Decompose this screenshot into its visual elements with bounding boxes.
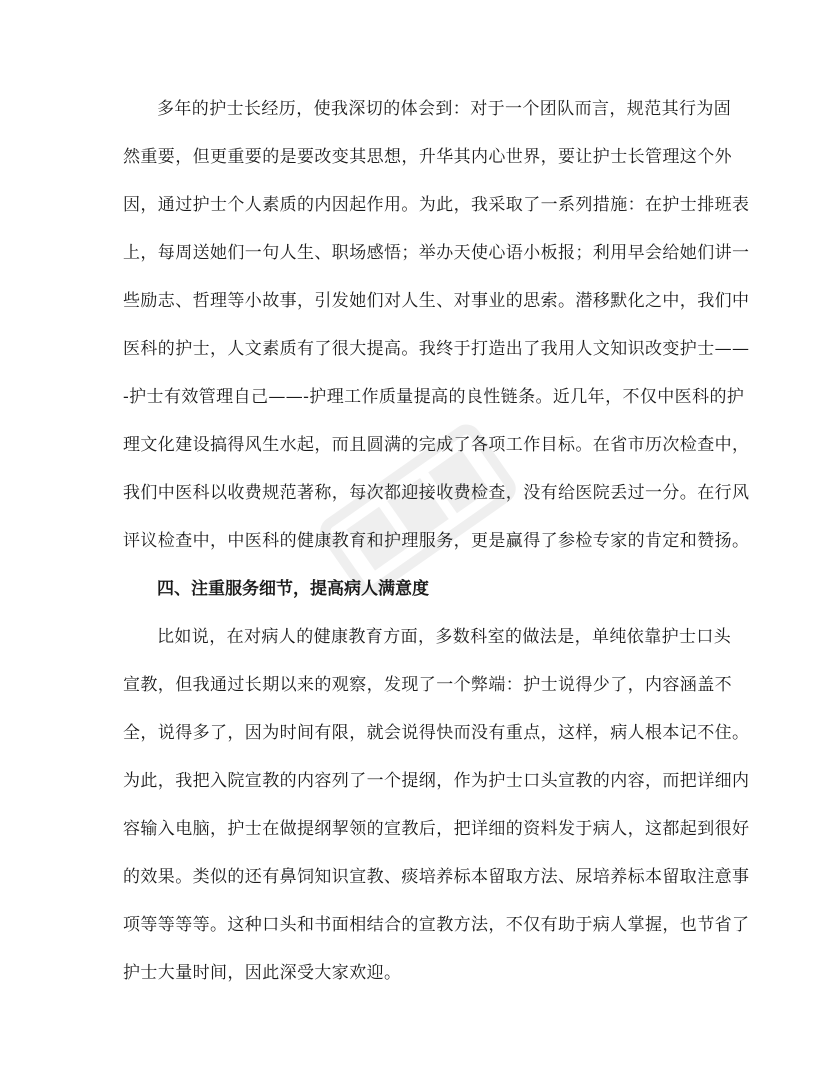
paragraph-line: 因，通过护士个人素质的内因起作用。为此，我采取了一系列措施：在护士排班表 (123, 195, 750, 215)
paragraph-line: 护士大量时间，因此深受大家欢迎。 (123, 963, 402, 983)
paragraph-line: 为此，我把入院宣教的内容列了一个提纲，作为护士口头宣教的内容，而把详细内 (123, 771, 750, 791)
section-heading: 四、注重服务细节，提高病人满意度 (157, 579, 429, 599)
watermark-seal-icon (279, 371, 558, 650)
paragraph-line: 容输入电脑，护士在做提纲挈领的宣教后，把详细的资料发于病人，这都起到很好 (123, 819, 750, 839)
paragraph-line: 宣教，但我通过长期以来的观察，发现了一个弊端：护士说得少了，内容涵盖不 (123, 675, 732, 695)
paragraph-line: 些励志、哲理等小故事，引发她们对人生、对事业的思索。潜移默化之中，我们中 (123, 291, 750, 311)
paragraph-line: 我们中医科以收费规范著称，每次都迎接收费检查，没有给医院丢过一分。在行风 (123, 483, 750, 503)
paragraph-line: 评议检查中，中医科的健康教育和护理服务，更是赢得了参检专家的肯定和赞扬。 (123, 531, 750, 551)
paragraph-line: 然重要，但更重要的是要改变其思想，升华其内心世界，要让护士长管理这个外 (123, 147, 732, 167)
paragraph-line: 比如说，在对病人的健康教育方面，多数科室的做法是，单纯依靠护士口头 (157, 627, 732, 647)
paragraph-line: 上，每周送她们一句人生、职场感悟；举办天使心语小板报；利用早会给她们讲一 (123, 243, 750, 263)
paragraph-line: 项等等等等。这种口头和书面相结合的宣教方法，不仅有助于病人掌握，也节省了 (123, 915, 750, 935)
paragraph-line: 医科的护士，人文素质有了很大提高。我终于打造出了我用人文知识改变护士—— (123, 339, 750, 359)
paragraph-line: 理文化建设搞得风生水起，而且圆满的完成了各项工作目标。在省市历次检查中， (123, 435, 750, 455)
paragraph-line: -护士有效管理自己——-护理工作质量提高的良性链条。近几年，不仅中医科的护 (123, 387, 745, 407)
paragraph-line: 多年的护士长经历，使我深切的体会到：对于一个团队而言，规范其行为固 (157, 99, 732, 119)
paragraph-line: 全，说得多了，因为时间有限，就会说得快而没有重点，这样，病人根本记不住。 (123, 723, 750, 743)
paragraph-line: 的效果。类似的还有鼻饲知识宣教、痰培养标本留取方法、尿培养标本留取注意事 (123, 867, 750, 887)
